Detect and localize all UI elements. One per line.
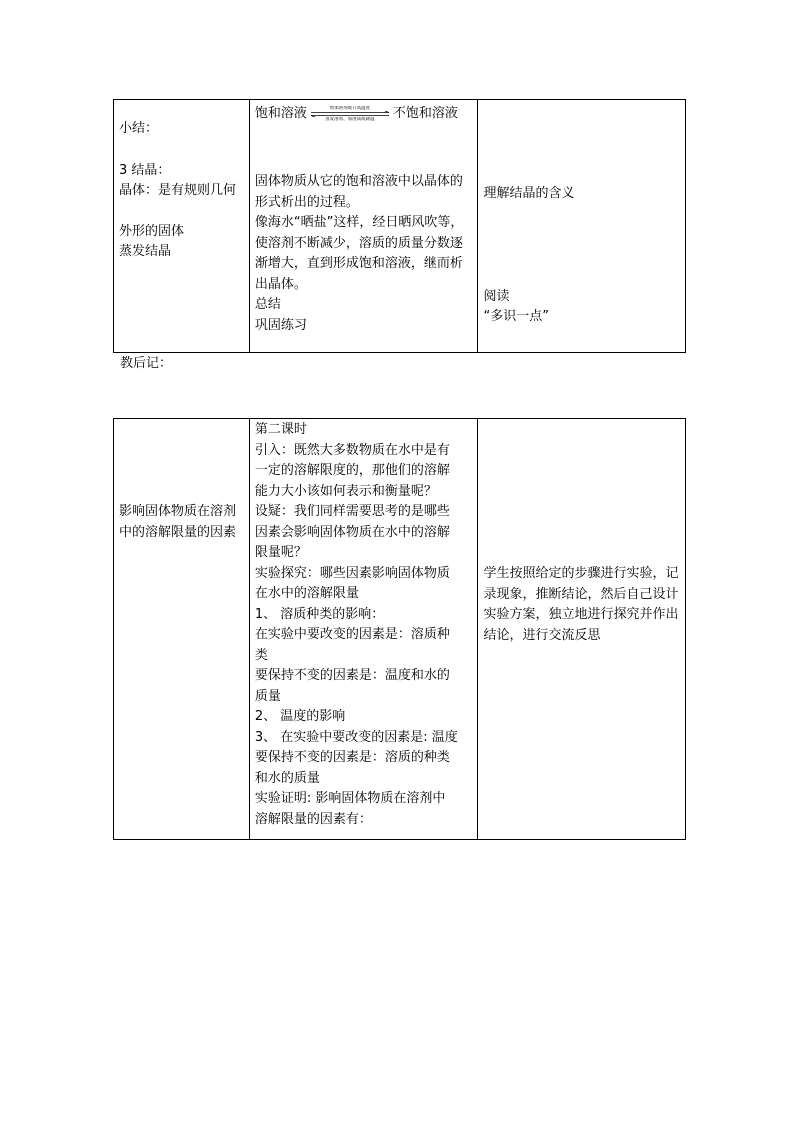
procedure-cell xyxy=(249,419,478,840)
reading-label: 阅读 xyxy=(483,288,510,304)
procedure-line: 要保持不变的因素是：温度和水的 xyxy=(254,668,450,683)
summary-text: 总结 xyxy=(254,297,281,312)
summary-label: 小结： xyxy=(119,121,159,136)
learning-goal: 理解结晶的含义 xyxy=(483,186,575,201)
procedure-line: 设疑：我们同样需要思考的是哪些 xyxy=(254,504,450,519)
procedure-line: 溶解限量的因素有： xyxy=(254,811,372,827)
procedure-line: 3、 在实验中要改变的因素是: 温度 xyxy=(254,729,458,745)
procedure-line: 和水的质量 xyxy=(254,770,320,786)
crystal-definition-line1: 晶体：是有规则几何 xyxy=(119,183,237,198)
procedure-line: 在实验中要改变的因素是：溶质种 xyxy=(254,627,450,642)
topic-text: 影响固体物质在溶剂中的溶解限量的因素 xyxy=(119,504,237,540)
procedure-line: 2、 温度的影响 xyxy=(254,709,346,724)
procedure-line: 实验证明: 影响固体物质在溶剂中 xyxy=(254,791,446,806)
equation-right: 不饱和溶液 xyxy=(392,105,458,121)
procedure-line: 质量 xyxy=(254,688,281,704)
content-cell xyxy=(249,100,478,353)
crystallization-definition: 固体物质从它的饱和溶液中以晶体的形式析出的过程。 xyxy=(254,174,463,210)
equation-condition-bottom: 蒸发溶剂、加溶质或降温 xyxy=(325,117,375,122)
procedure-line: 要保持不变的因素是：溶质的种类 xyxy=(254,750,450,765)
topic-cell xyxy=(114,419,250,840)
saturation-equation xyxy=(255,103,473,125)
procedure-line: 1、 溶质种类的影响： xyxy=(254,606,385,622)
procedure-line: 因素会影响固体物质在水中的溶解 xyxy=(254,524,450,540)
procedure-line: 能力大小该如何表示和衡量呢？ xyxy=(254,483,437,499)
post-lesson-notes-label: 教后记： xyxy=(120,356,173,371)
reading-title: “多识一点” xyxy=(483,309,549,324)
sea-salt-example: 像海水“晒盐”这样，经日晒风吹等，使溶剂不断减少，溶质的质量分数逐渐增大，直到形成饱和溶液，继而析出晶体。 xyxy=(254,215,464,292)
procedure-line: 在水中的溶解限量 xyxy=(254,586,359,601)
procedure-line: 一定的溶解限度的，那他们的溶解 xyxy=(254,463,450,478)
lesson-table-2 xyxy=(113,418,686,840)
crystal-definition-line2: 外形的固体 xyxy=(119,223,185,239)
summary-cell xyxy=(114,100,250,353)
procedure-line: 第二课时 xyxy=(254,422,307,437)
crystallization-heading: 3 结晶： xyxy=(119,162,171,178)
practice-text: 巩固练习 xyxy=(254,317,307,333)
equilibrium-arrows xyxy=(309,106,391,122)
equation-left: 饱和溶液 xyxy=(254,105,307,121)
equation-condition-top: 增加溶剂或升高温度 xyxy=(329,106,371,111)
student-activity-cell xyxy=(478,419,686,840)
evaporation-crystallization: 蒸发结晶 xyxy=(119,244,172,259)
lesson-table-1 xyxy=(113,99,686,353)
student-activity-text: 学生按照给定的步骤进行实验，记录现象，推断结论，然后自己设计实验方案，独立地进行探究并作出结论，进行交流反思 xyxy=(483,566,679,643)
procedure-line: 类 xyxy=(254,647,268,663)
procedure-line: 实验探究：哪些因素影响固体物质 xyxy=(254,565,450,581)
procedure-line: 引入：既然大多数物质在水中是有 xyxy=(254,442,450,458)
procedure-line: 限量呢？ xyxy=(254,545,307,560)
goal-cell xyxy=(478,100,686,353)
